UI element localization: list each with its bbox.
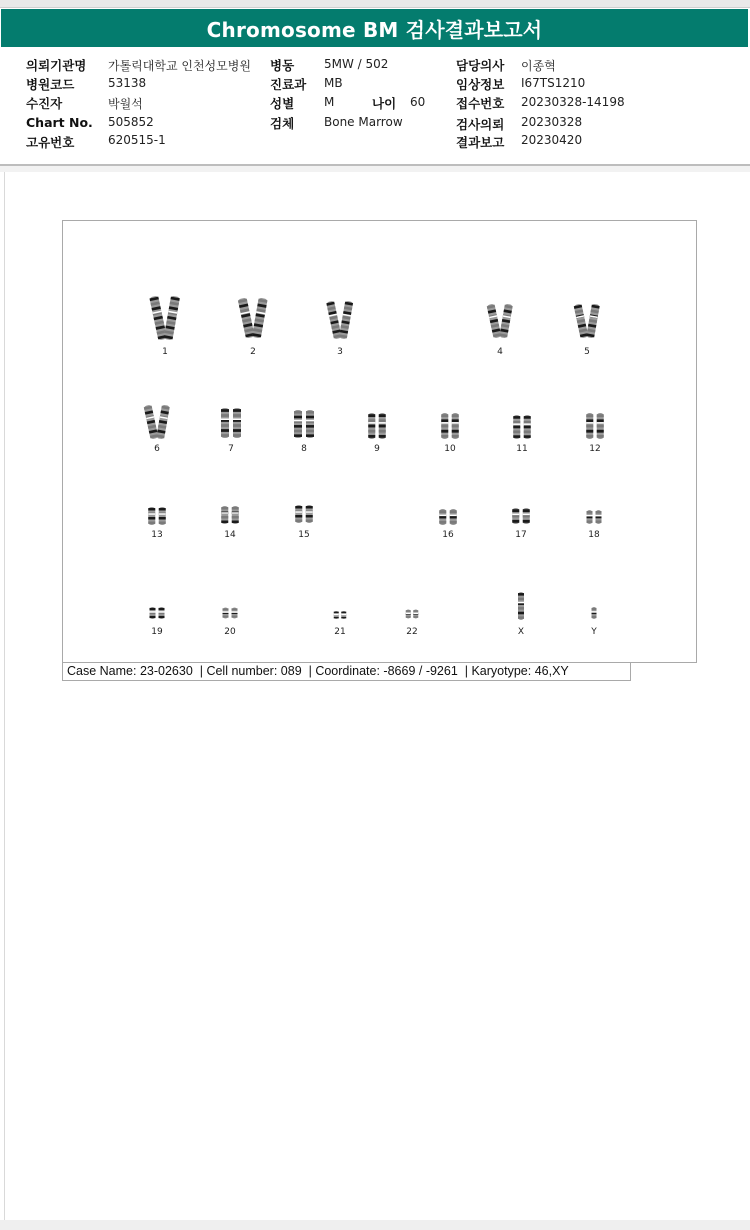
value-patient: 박월석	[108, 97, 143, 111]
patient-info-block	[0, 48, 750, 166]
chromosome-9-2	[379, 413, 386, 439]
label-patient: 수진자	[26, 96, 63, 111]
chromosome-label-Y: Y	[591, 627, 597, 637]
section-gap	[0, 166, 750, 172]
chromosome-6-1	[144, 405, 159, 440]
cell-number: | Cell number: 089	[199, 664, 302, 678]
chromosome-22-2	[413, 610, 418, 619]
case-name: Case Name: 23-02630	[67, 664, 193, 678]
chromosome-22-1	[406, 610, 411, 619]
chromosome-3-2	[339, 301, 353, 340]
chromosome-15-2	[306, 505, 313, 523]
chromosome-label-19: 19	[151, 627, 163, 637]
value-physician: 이종혁	[521, 59, 556, 73]
chromosome-pair-20	[223, 608, 238, 638]
chromosome-pair-17	[512, 508, 530, 540]
value-department: MB	[324, 76, 343, 90]
value-age: 60	[410, 95, 426, 109]
value-sex: M	[324, 95, 335, 109]
chromosome-12-2	[597, 413, 604, 439]
chromosome-6-2	[156, 405, 170, 440]
label-unique-number: 고유번호	[26, 135, 75, 150]
chromosome-13-2	[159, 507, 166, 525]
chromosome-pair-16	[439, 509, 457, 540]
chromosome-pair-10	[441, 413, 459, 454]
chromosome-2-2	[252, 298, 268, 339]
karyogram-image	[62, 220, 697, 663]
label-report-date: 결과보고	[456, 135, 505, 150]
chromosome-label-11: 11	[516, 444, 528, 454]
value-chart-no: 505852	[108, 115, 154, 129]
chromosome-label-X: X	[517, 627, 525, 637]
chromosome-21-1	[334, 611, 339, 619]
chromosome-label-13: 13	[151, 530, 163, 540]
page-bottom-strip	[0, 1220, 750, 1230]
chromosome-label-21: 21	[334, 627, 346, 637]
value-report-date: 20230420	[521, 133, 583, 147]
chromosome-5-2	[586, 304, 600, 339]
chromosome-pair-7	[221, 408, 241, 454]
chromosome-pair-2	[238, 298, 268, 357]
chromosome-label-6: 6	[154, 444, 160, 454]
chromosome-19-2	[159, 607, 165, 619]
label-department: 진료과	[270, 77, 307, 92]
label-specimen: 검체	[270, 116, 295, 131]
chromosome-label-3: 3	[337, 347, 343, 357]
chromosome-label-7: 7	[228, 444, 234, 454]
coordinate: | Coordinate: -8669 / -9261	[308, 664, 458, 678]
chromosome-4-2	[499, 304, 513, 339]
label-chart-no: Chart No.	[26, 115, 93, 130]
chromosome-16-1	[439, 509, 446, 525]
chromosome-pair-1	[149, 296, 180, 357]
label-age: 나이	[372, 96, 397, 111]
value-receipt-number: 20230328-14198	[521, 95, 625, 109]
chromosome-pair-11	[513, 415, 531, 454]
value-unique-number: 620515-1	[108, 133, 166, 147]
value-specimen: Bone Marrow	[324, 115, 403, 129]
chromosome-8-2	[306, 410, 314, 438]
label-receipt-number: 접수번호	[456, 96, 505, 111]
chromosome-label-9: 9	[374, 444, 380, 454]
chromosome-2-1	[238, 298, 255, 339]
chromosome-15-1	[295, 505, 302, 523]
chromosome-9-1	[368, 413, 375, 439]
chromosome-10-2	[452, 413, 459, 439]
chromosome-label-1: 1	[162, 347, 168, 357]
chromosome-18-1	[587, 510, 593, 524]
label-clinical-info: 임상정보	[456, 77, 505, 92]
chromosome-label-14: 14	[224, 530, 236, 540]
report-title-bar	[1, 9, 748, 47]
chromosome-17-2	[523, 508, 530, 524]
page-left-rule	[4, 172, 5, 1220]
value-requesting-institution: 가톨릭대학교 인천성모병원	[108, 59, 251, 73]
chromosome-pair-19	[150, 607, 165, 637]
chromosome-12-1	[586, 413, 593, 439]
chromosome-label-18: 18	[588, 530, 600, 540]
chromosome-label-8: 8	[301, 444, 307, 454]
label-sex: 성별	[270, 96, 295, 111]
chromosome-pair-Y	[590, 607, 597, 637]
label-request-date: 검사의뢰	[456, 117, 505, 132]
chromosome-pair-5	[574, 304, 600, 357]
chromosome-pair-18	[587, 510, 602, 540]
chromosome-11-2	[524, 415, 531, 439]
chromosome-label-17: 17	[515, 530, 527, 540]
chromosome-X	[518, 592, 524, 620]
chromosome-19-1	[150, 607, 156, 619]
case-info-bar	[62, 662, 631, 681]
chromosome-pair-X	[518, 592, 524, 637]
chromosome-16-2	[450, 509, 457, 525]
value-clinical-info: I67TS1210	[521, 76, 586, 90]
chromosome-pair-6	[144, 405, 170, 454]
chromosome-pair-14	[221, 506, 239, 540]
chromosome-20-1	[223, 608, 229, 619]
chromosome-18-2	[596, 510, 602, 524]
chromosome-label-22: 22	[406, 627, 418, 637]
chromosome-label-15: 15	[298, 530, 310, 540]
label-requesting-institution: 의뢰기관명	[26, 58, 87, 73]
value-ward: 5MW / 502	[324, 57, 389, 71]
chromosome-label-12: 12	[589, 444, 601, 454]
chromosome-pair-13	[148, 507, 166, 540]
chromosome-21-2	[341, 611, 346, 619]
page-top-border	[0, 0, 750, 8]
chromosome-label-20: 20	[224, 627, 236, 637]
chromosome-label-2: 2	[250, 347, 256, 357]
chromosome-Y	[592, 607, 597, 619]
karyogram-svg	[63, 221, 696, 662]
chromosome-pair-8	[294, 410, 314, 454]
label-ward: 병동	[270, 58, 295, 73]
chromosome-pair-4	[487, 304, 513, 357]
chromosome-8-1	[294, 410, 302, 438]
chromosome-10-1	[441, 413, 448, 439]
label-physician: 담당의사	[456, 58, 505, 73]
chromosome-5-1	[574, 304, 589, 339]
chromosome-pair-9	[368, 413, 386, 454]
chromosome-14-2	[232, 506, 239, 524]
chromosome-4-1	[487, 304, 502, 339]
chromosome-label-5: 5	[584, 347, 590, 357]
chromosome-20-2	[232, 608, 238, 619]
chromosome-pair-3	[326, 301, 353, 357]
chromosome-1-2	[163, 296, 180, 341]
value-hospital-code: 53138	[108, 76, 147, 90]
chromosome-7-1	[221, 408, 229, 438]
chromosome-14-1	[221, 506, 228, 524]
report-title: Chromosome BM 검사결과보고서	[206, 17, 543, 42]
chromosome-pair-12	[586, 413, 604, 454]
chromosome-label-4: 4	[497, 347, 503, 357]
chromosome-7-2	[233, 408, 241, 438]
chromosome-11-1	[513, 415, 520, 439]
chromosome-13-1	[148, 507, 155, 525]
label-hospital-code: 병원코드	[26, 77, 75, 92]
chromosome-pair-21	[334, 611, 347, 637]
chromosome-pair-15	[295, 505, 313, 540]
chromosome-pair-22	[406, 610, 419, 638]
chromosome-label-10: 10	[444, 444, 456, 454]
chromosome-label-16: 16	[442, 530, 454, 540]
karyotype: | Karyotype: 46,XY	[464, 664, 569, 678]
value-request-date: 20230328	[521, 115, 583, 129]
chromosome-3-1	[326, 301, 342, 340]
chromosome-17-1	[512, 508, 519, 524]
